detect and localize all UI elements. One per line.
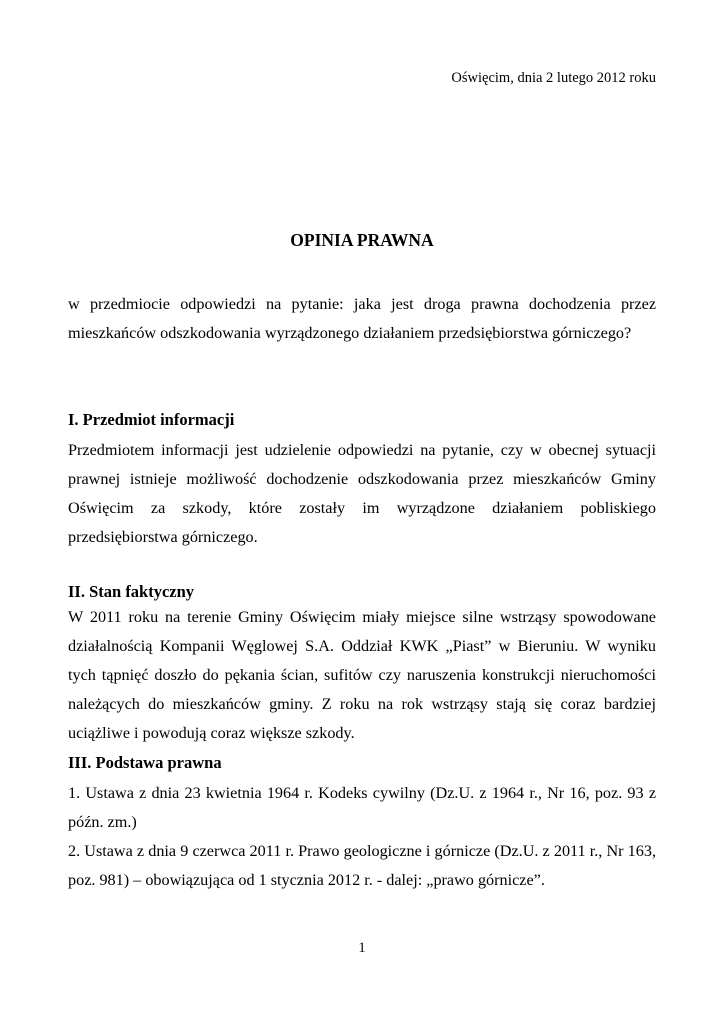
document-title: OPINIA PRAWNA bbox=[290, 230, 434, 250]
legal-basis-item: 2. Ustawa z dnia 9 czerwca 2011 r. Prawo geologiczne i górnicze (Dz.U. z 2011 r., Nr 163, poz. 981) – obowiązująca od 1 stycznia 2012 r. - dalej: „prawo górnicze”. bbox=[68, 842, 656, 889]
paragraph: W 2011 roku na terenie Gminy Oświęcim miały miejsce silne wstrząsy spowodowane działalnością Kompanii Węglowej S.A. Oddział KWK „Piast” w Bieruniu. W wyniku tych tąpnięć doszło do pękania ścian, sufitów czy naruszenia konstrukcji nieruchomości należących do mieszkańców gminy. Z roku na rok wstrząsy stają się coraz bardziej uciążliwe i powodują coraz większe szkody. bbox=[68, 608, 656, 742]
section-body-subject bbox=[68, 436, 656, 552]
section-heading-facts: II. Stan faktyczny bbox=[68, 582, 195, 601]
paragraph: Przedmiotem informacji jest udzielenie odpowiedzi na pytanie, czy w obecnej sytuacji prawnej istnieje możliwość dochodzenie odszkodowania przez mieszkańców Gminy Oświęcim za szkody, które zostały im wyrządzone działaniem pobliskiego przedsiębiorstwa górniczego. bbox=[68, 441, 656, 546]
section-heading-subject: I. Przedmiot informacji bbox=[68, 410, 235, 429]
document-subject bbox=[68, 290, 656, 348]
section-body-legal-basis bbox=[68, 779, 656, 895]
subject-text: w przedmiocie odpowiedzi na pytanie: jaka jest droga prawna dochodzenia przez mieszkańców odszkodowania wyrządzonego działaniem przedsiębiorstwa górniczego? bbox=[68, 295, 656, 342]
page-number: 1 bbox=[358, 940, 366, 956]
section-body-facts bbox=[68, 603, 656, 748]
section-heading-legal-basis: III. Podstawa prawna bbox=[68, 753, 222, 772]
place-date: Oświęcim, dnia 2 lutego 2012 roku bbox=[451, 70, 656, 86]
legal-basis-item: 1. Ustawa z dnia 23 kwietnia 1964 r. Kodeks cywilny (Dz.U. z 1964 r., Nr 16, poz. 93 z późn. zm.) bbox=[68, 784, 656, 831]
